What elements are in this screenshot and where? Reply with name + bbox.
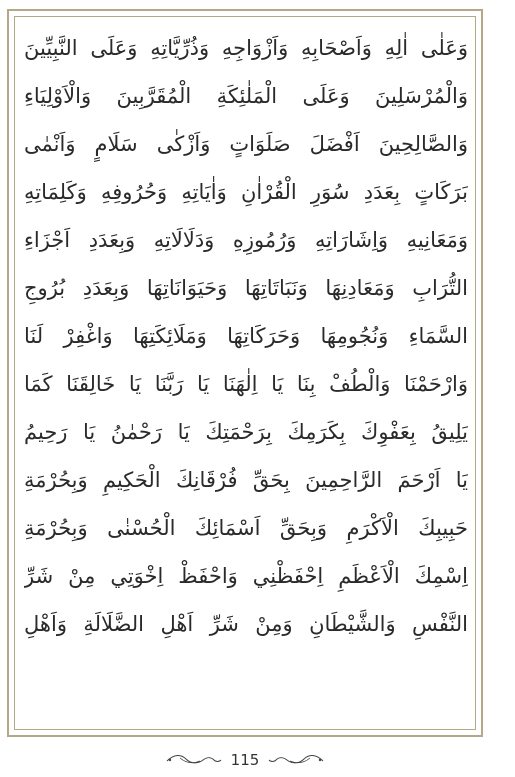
- text-line-8: وَارْحَمْنَا وَالْطُفْ بِنَا يَا اِلٰهَنَا يَا رَبَّنَا يَا خَالِقَنَا كَمَا: [24, 372, 468, 396]
- text-line-13: النَّفْسِ وَالشَّيْطَانِ وَمِنْ شَرِّ اَهْلِ الضَّلَالَةِ وَاَهْلِ: [24, 612, 468, 636]
- text-line-11: حَبِيبِكَ الْاَكْرَمِ وَبِحَقِّ اَسْمَائِكَ الْحُسْنٰى وَبِحُرْمَةِ: [24, 516, 468, 540]
- page-footer: [0, 748, 490, 772]
- text-line-1: وَعَلٰى اٰلِهِ وَاَصْحَابِهِ وَاَزْوَاجِهِ وَذُرِّيَّاتِهِ وَعَلَى النَّبِيِّينَ: [24, 36, 468, 60]
- text-line-7: السَّمَاءِ وَنُجُومِهَا وَحَرَكَاتِهَا وَمَلَائِكَتِهَا وَاغْفِرْ لَنَا: [24, 324, 468, 348]
- arabic-text-block: [24, 24, 468, 648]
- text-line-12: اِسْمِكَ الْاَعْظَمِ اِحْفَظْنِي وَاحْفَظْ اِخْوَتِي مِنْ شَرِّ: [24, 564, 468, 588]
- text-line-10: يَا اَرْحَمَ الرَّاحِمِينَ بِحَقِّ فُرْقَانِكَ الْحَكِيمِ وَبِحُرْمَةِ: [24, 468, 468, 492]
- text-line-6: التُّرَابِ وَمَعَادِنِهَا وَنَبَاتَاتِهَا وَحَيَوَانَاتِهَا وَبِعَدَدِ بُرُوجِ: [24, 276, 468, 300]
- text-line-2: وَالْمُرْسَلِينَ وَعَلَى الْمَلٰئِكَةِ الْمُقَرَّبِينَ وَالْاَوْلِيَاءِ: [24, 84, 468, 108]
- flourish-icon-left: [166, 753, 222, 767]
- text-line-5: وَمَعَانِيهِ وَاِشَارَاتِهِ وَرُمُوزِهِ وَدَلَالَاتِهِ وَبِعَدَدِ اَجْزَاءِ: [24, 228, 468, 252]
- text-line-3: وَالصَّالِحِينَ اَفْضَلَ صَلَوَاتٍ وَاَزْكٰى سَلَامٍ وَاَنْمٰى: [24, 132, 468, 156]
- page-number: 115: [230, 751, 260, 769]
- text-line-9: يَلِيقُ بِعَفْوِكَ بِكَرَمِكَ بِرَحْمَتِكَ يَا رَحْمٰنُ يَا رَحِيمُ: [24, 420, 468, 444]
- flourish-icon-right: [268, 753, 324, 767]
- text-line-4: بَرَكَاتٍ بِعَدَدِ سُوَرِ الْقُرْاٰنِ وَاٰيَاتِهِ وَحُرُوفِهِ وَكَلِمَاتِهِ: [24, 180, 468, 204]
